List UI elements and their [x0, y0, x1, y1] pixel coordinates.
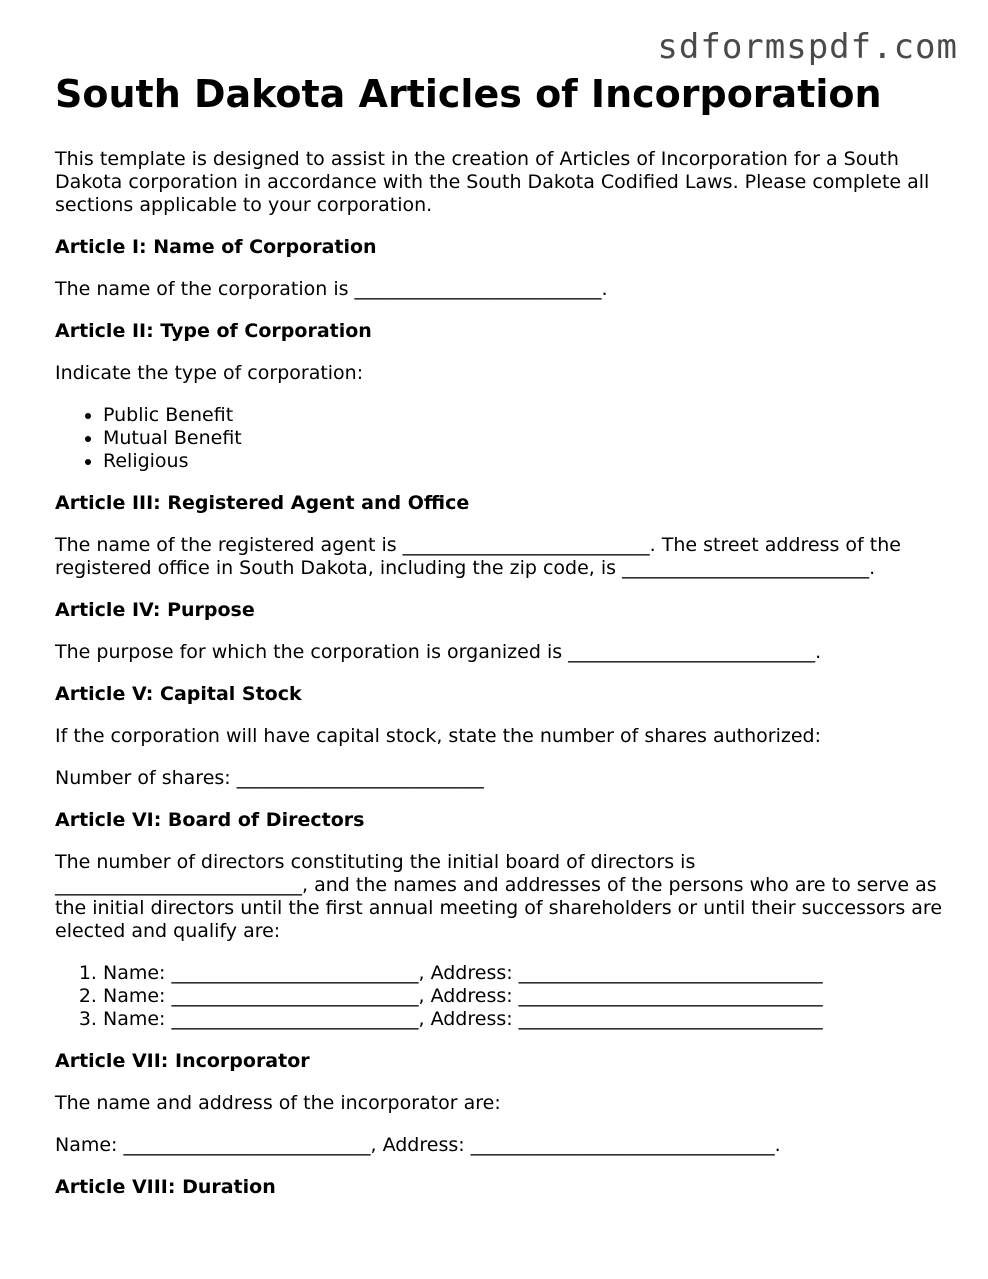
article-8-heading: Article VIII: Duration: [55, 1176, 276, 1198]
corporation-type-list: [55, 404, 945, 473]
article-3-text: The name of the registered agent is __________________________. The street address of the registered office in South Dakota, including the zip code, is __________________________.: [55, 534, 901, 579]
article-2-text: Indicate the type of corporation:: [55, 362, 364, 384]
article-5-heading: Article V: Capital Stock: [55, 683, 302, 705]
article-1-text: The name of the corporation is __________________________.: [55, 278, 608, 300]
list-item: • Religious: [103, 450, 945, 473]
list-item: • Public Benefit: [103, 404, 945, 427]
article-6-heading: Article VI: Board of Directors: [55, 809, 365, 831]
article-3-heading: Article III: Registered Agent and Office: [55, 492, 470, 514]
director-entry: 3. Name: __________________________, Address: ________________________________: [103, 1008, 945, 1031]
document-page: [55, 0, 945, 1199]
article-6-text: The number of directors constituting the initial board of directors is __________________________, and the names and addresses of the persons who are to serve as the initial directors until the first annual meeting of shareholders or until their successors are elected and qualify are:: [55, 851, 943, 942]
article-4-text: The purpose for which the corporation is organized is __________________________.: [55, 641, 822, 663]
article-8: [55, 1176, 945, 1199]
page-title: South Dakota Articles of Incorporation: [55, 72, 882, 116]
article-1-heading: Article I: Name of Corporation: [55, 236, 377, 258]
directors-list: [55, 962, 945, 1031]
article-2: [55, 320, 945, 473]
article-7: [55, 1050, 945, 1157]
article-5: [55, 683, 945, 790]
article-6: [55, 809, 945, 1031]
director-entry: 1. Name: __________________________, Address: ________________________________: [103, 962, 945, 985]
article-4: [55, 599, 945, 664]
list-item: • Mutual Benefit: [103, 427, 945, 450]
article-2-heading: Article II: Type of Corporation: [55, 320, 372, 342]
article-7-text: The name and address of the incorporator are:: [55, 1092, 501, 1114]
watermark: sdformspdf.com: [657, 27, 958, 67]
article-4-heading: Article IV: Purpose: [55, 599, 255, 621]
intro-paragraph: This template is designed to assist in the creation of Articles of Incorporation for a South Dakota corporation in accordance with the South Dakota Codified Laws. Please complete all sections applicable to your corporation.: [55, 148, 930, 216]
article-3: [55, 492, 945, 580]
director-entry: 2. Name: __________________________, Address: ________________________________: [103, 985, 945, 1008]
article-5-text: If the corporation will have capital stock, state the number of shares authorized:: [55, 725, 821, 747]
incorporator-line: Name: __________________________, Address: ________________________________.: [55, 1134, 781, 1156]
article-1: [55, 236, 945, 301]
shares-line: Number of shares: __________________________: [55, 767, 484, 789]
article-7-heading: Article VII: Incorporator: [55, 1050, 310, 1072]
